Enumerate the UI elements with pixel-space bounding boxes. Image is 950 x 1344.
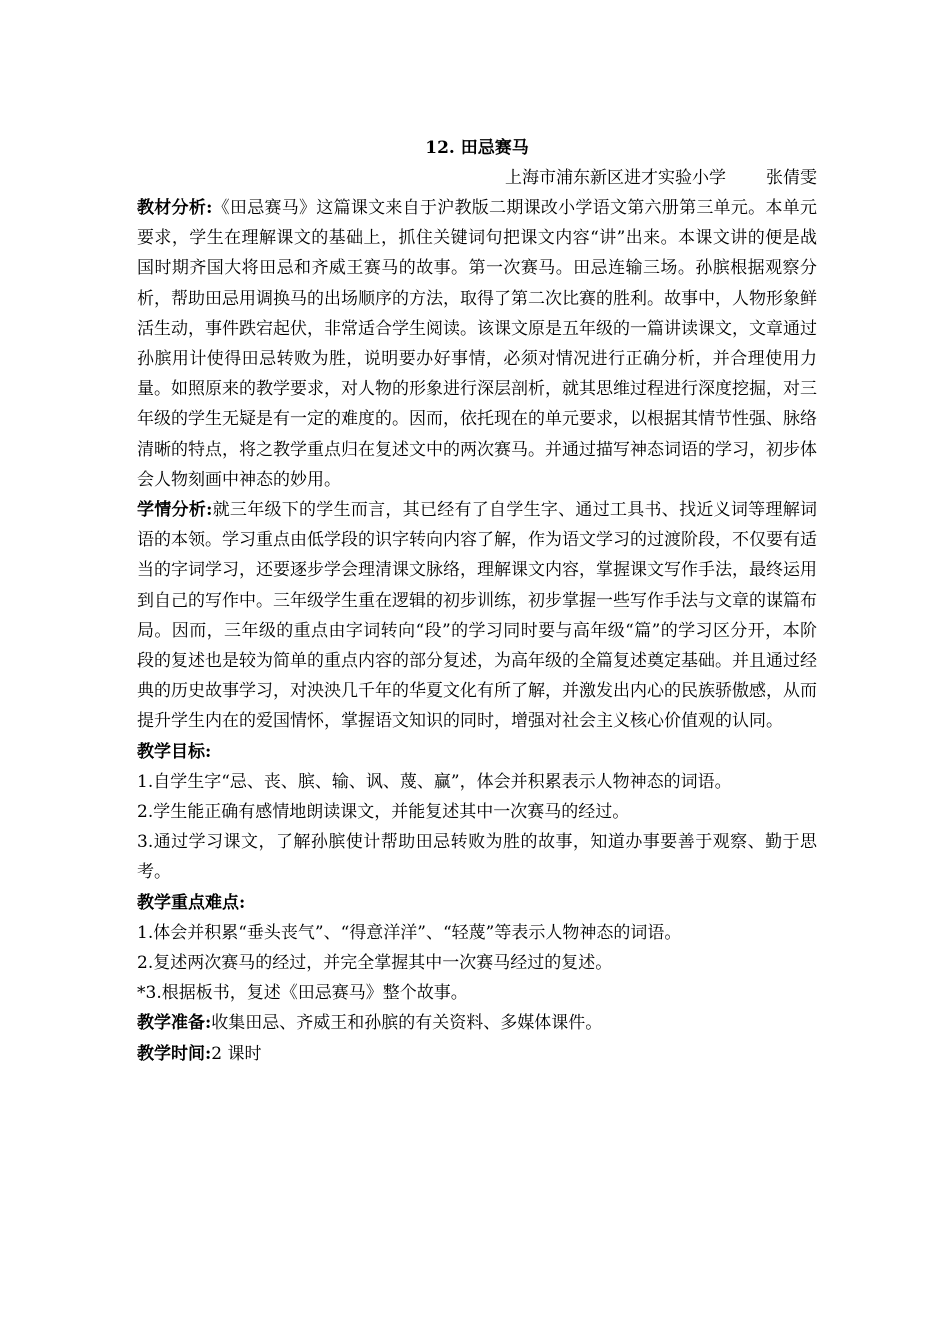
author-school: 上海市浦东新区进才实验小学 (505, 168, 726, 188)
student-analysis-paragraph (137, 495, 817, 737)
key-points-heading: 教学重点难点: (137, 892, 246, 913)
author-line (137, 163, 817, 193)
goals-heading: 教学目标: (137, 741, 212, 762)
goal-item: 1.自学生字“忌、丧、膑、输、讽、蔑、赢”，体会并积累表示人物神态的词语。 (137, 771, 732, 792)
material-analysis-text: 《田忌赛马》这篇课文来自于沪教版二期课改小学语文第六册第三单元。本单元要求，学生在理解课文的基础上，抓住关键词句把课文内容“讲”出来。本课文讲的便是战国时期齐国大将田忌和齐威王赛马的故事。第一次赛马。田忌连输三场。孙膑根据观察分析，帮助田忌用调换马的出场顺序的方法，取得了第二次比赛的胜利。故事中，人物形象鲜活生动，事件跌宕起伏，非常适合学生阅读。该课文原是五年级的一篇讲读课文，文章通过孙膑用计使得田忌转败为胜，说明要办好事情，必须对情况进行正确分析，并合理使用力量。如照原来的教学要求，对人物的形象进行深层剖析，就其思维过程进行深度挖掘，对三年级的学生无疑是有一定的难度的。因而，依托现在的单元要求，以根据其情节性强、脉络清晰的特点，将之教学重点归在复述文中的两次赛马。并通过描写神态词语的学习，初步体会人物刻画中神态的妙用。 (137, 198, 817, 490)
key-point-item: 1.体会并积累“垂头丧气”、“得意洋洋”、“轻蔑”等表示人物神态的词语。 (137, 922, 682, 943)
goal-item: 2.学生能正确有感情地朗读课文，并能复述其中一次赛马的经过。 (137, 802, 630, 823)
document-title: 12. 田忌赛马 (425, 138, 529, 158)
author-name: 张倩雯 (766, 168, 817, 188)
preparation-text: 收集田忌、齐威王和孙膑的有关资料、多媒体课件。 (211, 1013, 603, 1034)
time-text: 2 课时 (211, 1043, 262, 1064)
key-point-item: 2.复述两次赛马的经过，并完全掌握其中一次赛马经过的复述。 (137, 953, 613, 974)
preparation-label: 教学准备: (137, 1013, 212, 1034)
key-point-item: *3.根据板书，复述《田忌赛马》整个故事。 (137, 983, 468, 1004)
material-analysis-paragraph (137, 193, 817, 495)
document-page (137, 133, 817, 1069)
material-analysis-label: 教材分析: (137, 198, 213, 218)
student-analysis-text: 就三年级下的学生而言，其已经有了自学生字、通过工具书、找近义词等理解词语的本领。学习重点由低学段的识字转向内容了解，作为语文学习的过渡阶段，不仅要有适当的字词学习，还要逐步学会理清课文脉络，理解课文内容，掌握课文写作手法，最终运用到自己的写作中。三年级学生重在逻辑的初步训练，初步掌握一些写作手法与文章的谋篇布局。因而，三年级的重点由字词转向“段”的学习同时要与高年级“篇”的学习区分开，本阶段的复述也是较为简单的重点内容的部分复述，为高年级的全篇复述奠定基础。并且通过经典的历史故事学习，对泱泱几千年的华夏文化有所了解，并激发出内心的民族骄傲感，从而提升学生内在的爱国情怀，掌握语文知识的同时，增强对社会主义核心价值观的认同。 (137, 500, 817, 732)
preparation-line (137, 1008, 817, 1038)
time-label: 教学时间: (137, 1043, 212, 1064)
goal-item: 3.通过学习课文，了解孙膑使计帮助田忌转败为胜的故事，知道办事要善于观察、勤于思考。 (137, 832, 817, 883)
student-analysis-label: 学情分析: (137, 500, 213, 521)
time-line (137, 1039, 817, 1069)
